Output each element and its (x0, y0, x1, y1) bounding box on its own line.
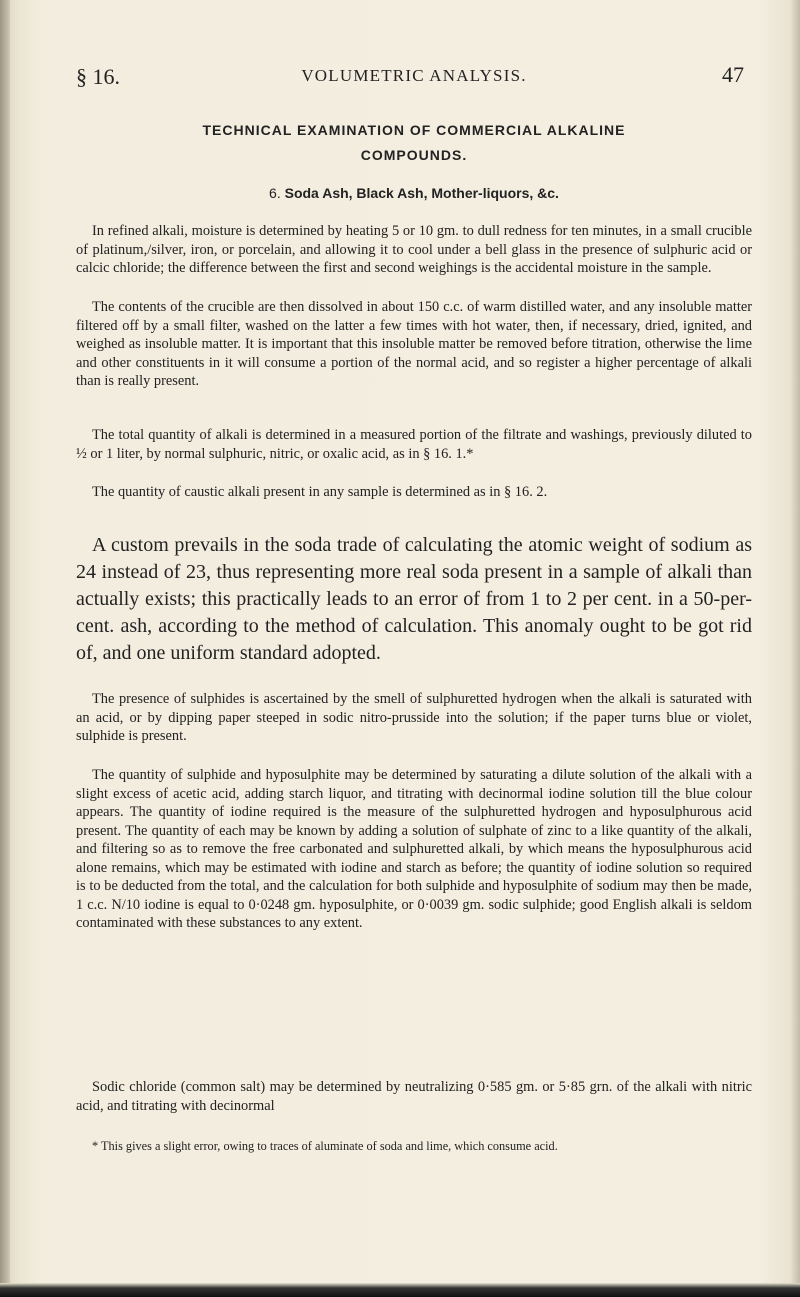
running-title: VOLUMETRIC ANALYSIS. (301, 66, 527, 85)
running-head (76, 62, 752, 92)
paragraph-sodic-chloride: Sodic chloride (common salt) may be determined by neutralizing 0·585 gm. or 5·85 grn. of the alkali with nitric acid, and titrating with decinormal (76, 1079, 752, 1114)
footnote: * This gives a slight error, owing to traces of aluminate of soda and lime, which consume acid. (92, 1139, 558, 1153)
paragraph-total-alkali: The total quantity of alkali is determined in a measured portion of the filtrate and washings, previously diluted to ½ or 1 liter, by normal sulphuric, nitric, or oxalic acid, as in § 16. 1.* (76, 427, 752, 462)
main-heading (76, 118, 752, 168)
page-bottom-edge (0, 1283, 800, 1297)
paragraph-insoluble-matter: The contents of the crucible are then dissolved in about 150 c.c. of warm distilled water, and any insoluble matter filtered off by a small filter, washed on the latter a few times with hot water, then, if necessary, dried, ignited, and weighed as insoluble matter. It is important that this insoluble matter be removed before titration, otherwise the lime and other constituents in it will consume a portion of the normal acid, and so register a higher percentage of alkali than is really present. (76, 299, 752, 389)
paragraph-sulphide-hyposulphite: The quantity of sulphide and hyposulphite may be determined by saturating a dilute solution of the alkali with a slight excess of acetic acid, adding starch liquor, and titrating with decinormal iodine solution till the blue colour appears. The quantity of iodine required is the measure of the sulphuretted hydrogen and hyposulphurous acid present. The quantity of each may be known by adding a solution of sulphate of zinc to a like quantity of the alkali, and filtering so as to remove the free carbonated and sulphuretted alkali, by which means the hyposulphurous acid alone remains, which may be estimated with iodine and starch as before; the quantity of iodine solution so required is to be deducted from the total, and the calculation for both sulphide and hyposulphite of sodium may then be made, 1 c.c. N/10 iodine is equal to 0·0248 gm. hyposulphite, or 0·0039 gm. sodic sulphide; good English alkali is seldom contaminated with these substances to any extent. (76, 767, 752, 931)
page-edge-shadow (790, 0, 800, 1297)
paragraph-atomic-weight-custom: A custom prevails in the soda trade of calculating the atomic weight of sodium as 24 instead of 23, thus representing more real soda present in a sample of alkali than actually exists; this practically leads to an error of from 1 to 2 per cent. in a 50-per-cent. ash, according to the method of calculation. This anomaly ought to be got rid of, and one uniform standard adopted. (76, 534, 752, 664)
sub-heading (76, 185, 752, 201)
paragraph-sulphides: The presence of sulphides is ascertained by the smell of sulphuretted hydrogen when the alkali is saturated with an acid, or by dipping paper steeped in sodic nitro-prusside into the solution; if the paper turns blue or violet, sulphide is present. (76, 691, 752, 744)
section-mark: § 16. (76, 64, 120, 89)
page-number: 47 (722, 62, 744, 87)
paragraph-moisture: In refined alkali, moisture is determined by heating 5 or 10 gm. to dull redness for ten minutes, in a small crucible of platinum,/silver, iron, or porcelain, and allowing it to cool under a bell glass in the presence of sulphuric acid or calcic chloride; the difference between the first and second weighings is the accidental moisture in the sample. (76, 223, 752, 276)
page-spine-shadow (0, 0, 10, 1297)
sub-heading-title: Soda Ash, Black Ash, Mother-liquors, &c. (284, 185, 559, 201)
sub-heading-number: 6. (269, 185, 281, 201)
paragraph-caustic-alkali: The quantity of caustic alkali present in any sample is determined as in § 16. 2. (92, 484, 548, 500)
main-heading-line-1: TECHNICAL EXAMINATION OF COMMERCIAL ALKALINE (202, 122, 626, 138)
main-heading-line-2: COMPOUNDS. (360, 147, 468, 163)
